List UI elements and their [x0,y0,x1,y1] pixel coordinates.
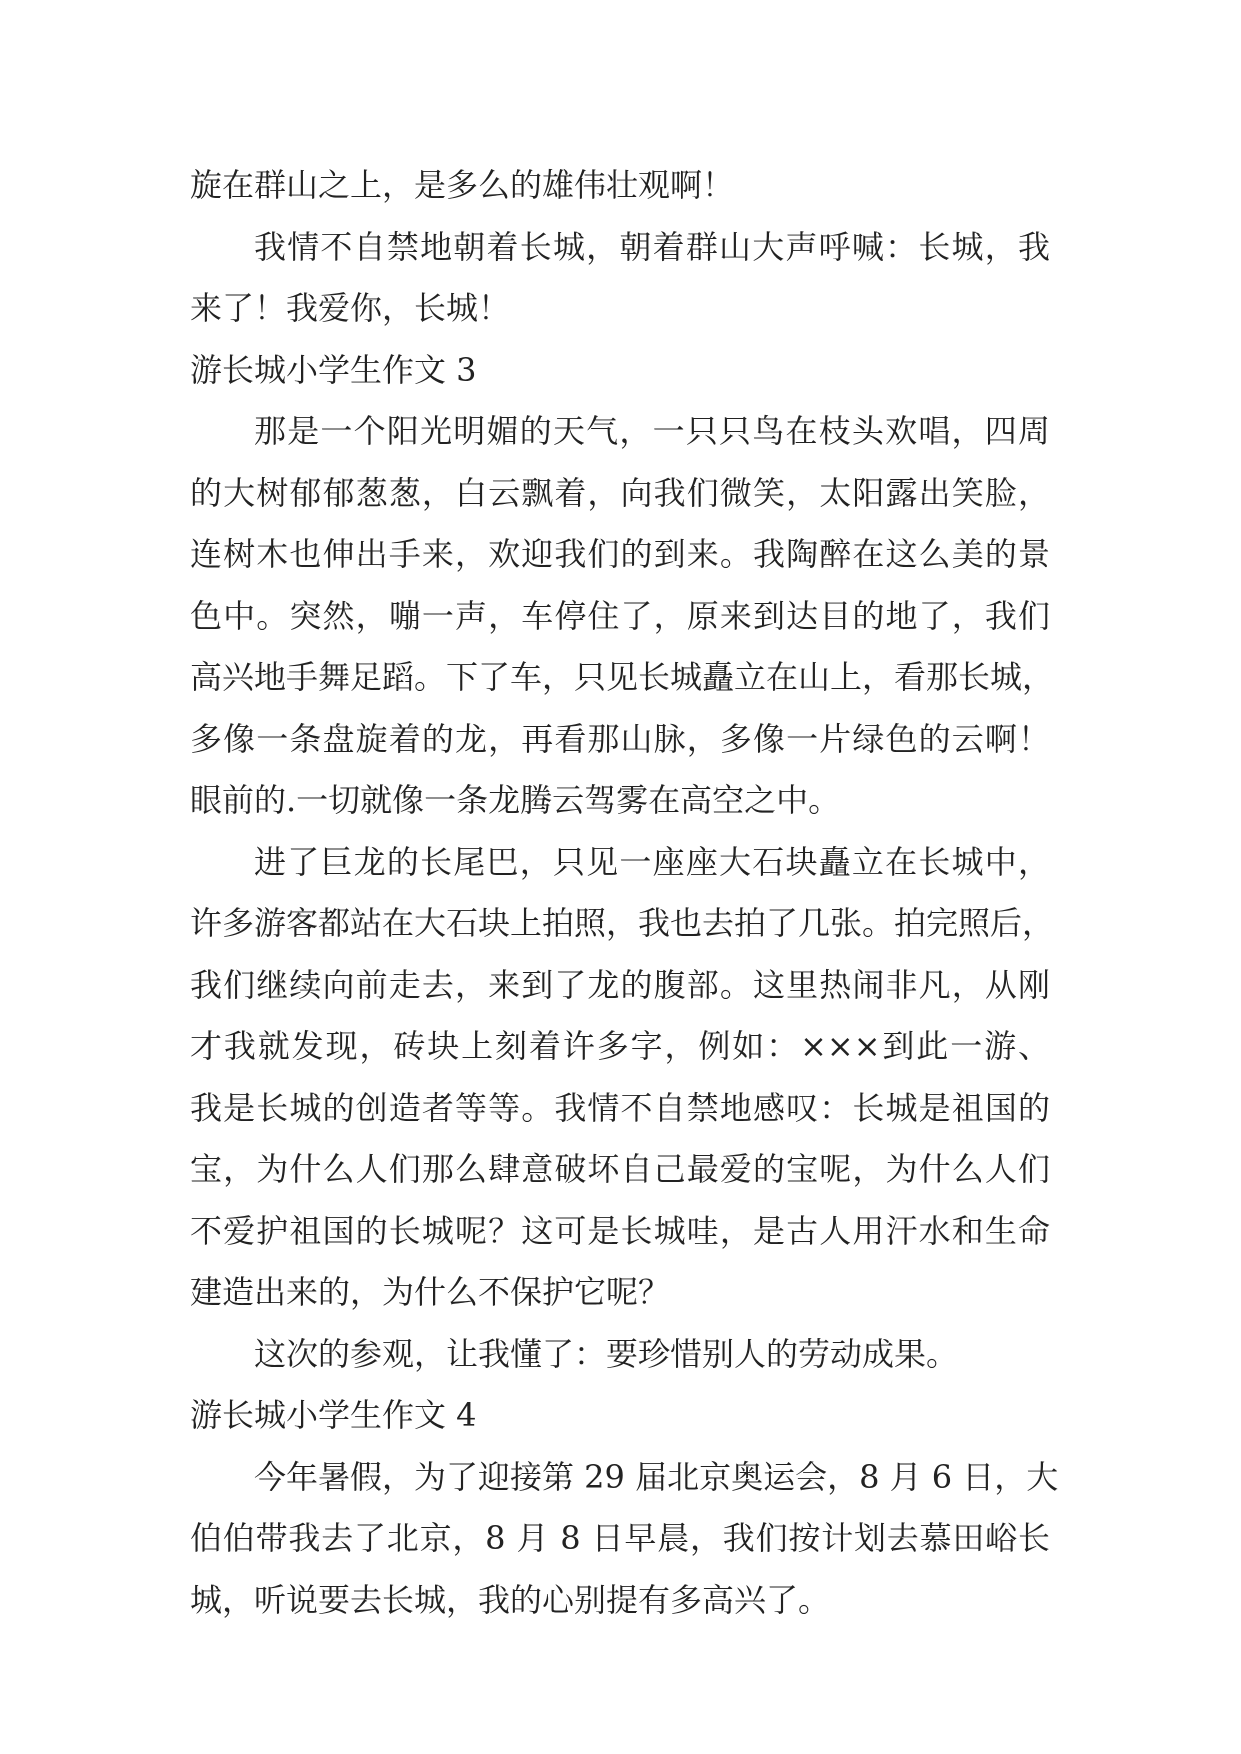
paragraph-line: 进了巨龙的长尾巴，只见一座座大石块矗立在长城中， [254,842,1050,881]
paragraph-line: 的大树郁郁葱葱，白云飘着，向我们微笑，太阳露出笑脸， [190,473,1050,512]
document-body [190,155,1059,1631]
paragraph-line: 来了！我爱你，长城！ [190,289,511,327]
paragraph-line: 才我就发现，砖块上刻着许多字，例如：×××到此一游、 [190,1027,1050,1065]
section-heading: 游长城小学生作文 3 [190,350,477,389]
paragraph [190,401,1055,832]
paragraph [190,1324,1050,1386]
paragraph-line: 多像一条盘旋着的龙，再看那山脉，多像一片绿色的云啊！ [190,719,1050,758]
paragraph-line: 旋在群山之上，是多么的雄伟壮观啊！ [190,166,735,204]
paragraph-line: 不爱护祖国的长城呢？这可是长城哇，是古人用汗水和生命 [190,1211,1050,1250]
paragraph [190,217,1050,340]
paragraph-line: 城，听说要去长城，我的心别提有多高兴了。 [190,1580,831,1619]
paragraph-line: 建造出来的，为什么不保护它呢？ [190,1273,671,1311]
paragraph-line: 这次的参观，让我懂了：要珍惜别人的劳动成果。 [254,1334,959,1373]
paragraph [190,1447,1059,1632]
paragraph-line: 高兴地手舞足蹈。下了车，只见长城矗立在山上，看那长城， [190,658,1055,696]
paragraph-line: 眼前的.一切就像一条龙腾云驾雾在高空之中。 [190,781,841,819]
paragraph-line: 连树木也伸出手来，欢迎我们的到来。我陶醉在这么美的景 [190,535,1050,573]
section-heading: 游长城小学生作文 4 [190,1396,477,1434]
paragraph [190,832,1055,1324]
paragraph-line: 我们继续向前走去，来到了龙的腹部。这里热闹非凡，从刚 [190,965,1050,1004]
paragraph-line: 伯伯带我去了北京，8 月 8 日早晨，我们按计划去慕田峪长 [190,1519,1050,1557]
paragraph-line: 宝，为什么人们那么肆意破坏自己最爱的宝呢，为什么人们 [190,1150,1050,1188]
paragraph-line: 我是长城的创造者等等。我情不自禁地感叹：长城是祖国的 [190,1088,1050,1127]
paragraph-line: 我情不自禁地朝着长城，朝着群山大声呼喊：长城，我 [254,227,1050,266]
paragraph-line: 色中。突然，嘣一声，车停住了，原来到达目的地了，我们 [190,596,1050,635]
paragraph-line: 那是一个阳光明媚的天气，一只只鸟在枝头欢唱，四周 [254,412,1050,450]
paragraph-line: 许多游客都站在大石块上拍照，我也去拍了几张。拍完照后， [190,904,1055,942]
paragraph [190,155,1050,217]
paragraph-line: 今年暑假，为了迎接第 29 届北京奥运会，8 月 6 日，大 [254,1457,1059,1496]
